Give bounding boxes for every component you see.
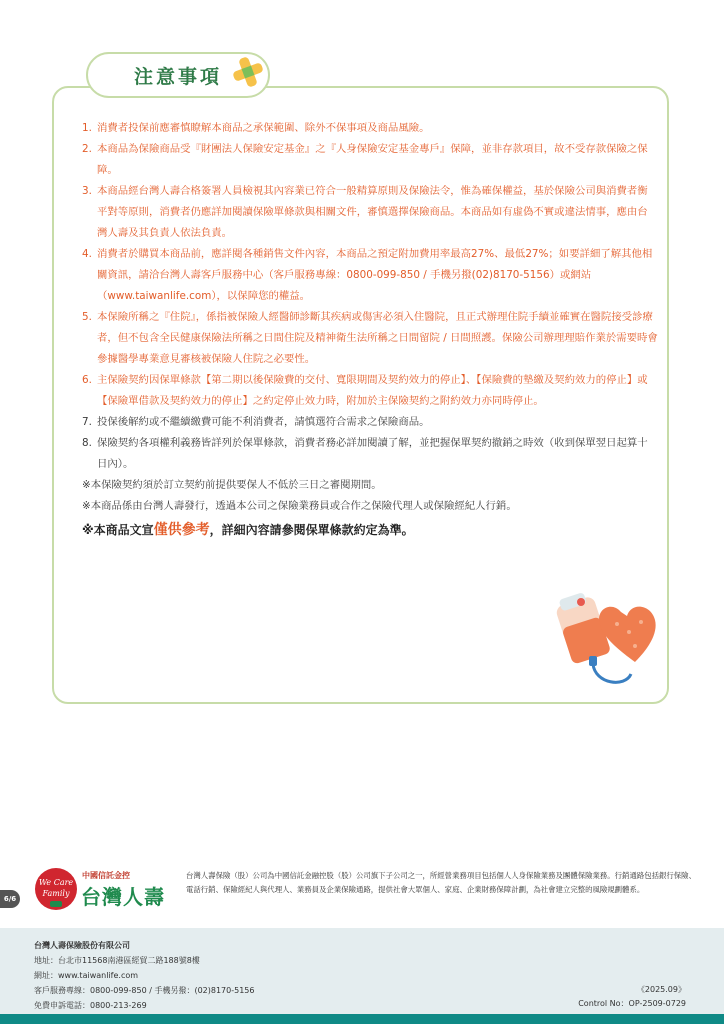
- footer: [0, 928, 724, 1024]
- plus-decoration-icon: [230, 54, 266, 90]
- notice-item: 1. 消費者投保前應審慎瞭解本商品之承保範圍、除外不保事項及商品風險。: [82, 122, 430, 134]
- company-description: 台灣人壽保險（股）公司為中國信託金融控股（股）公司旗下子公司之一，所經營業務項目包括個人人身保險業務及團體保險業務。行銷通路包括銀行保險、電話行銷、保險經紀人與代理人、業務員及企業保險通路，提供社會大眾個人、家庭、企業財務保障計劃，為社會建立完整的風險規劃體系。: [186, 871, 696, 894]
- notice-item: 6. 主保險契約因保單條款【第二期以後保險費的交付、寬限期間及契約效力的停止】、【保險費的墊繳及契約效力的停止】或【保險單借款及契約效力的停止】之約定停止效力時，附加於主保險契約之附約效力亦同時停止。: [82, 374, 648, 407]
- notice-item: 3. 本商品經台灣人壽合格簽署人員檢視其內容業已符合一般精算原則及保險法令，惟為確保權益，基於保險公司與消費者衡平對等原則，消費者仍應詳加閱讀保險單條款與相關文件，審慎選擇保險商品。本商品如有虛偽不實或違法情事，應由台灣人壽及其負責人依法負責。: [82, 185, 648, 239]
- footer-contact: [34, 938, 254, 1013]
- svg-text:Family: Family: [42, 889, 70, 898]
- footer-version: 《2025.09》: [636, 985, 686, 994]
- disclaimer-note: ※本商品文宣僅供參考，詳細內容請參閱保單條款約定為準。: [82, 522, 414, 538]
- footer-control: [578, 983, 686, 1011]
- medical-heart-illustration-icon: [555, 592, 660, 692]
- notice-item: 5. 本保險所稱之『住院』，係指被保險人經醫師診斷其疾病或傷害必須入住醫院，且正式辦理住院手續並確實在醫院接受診療者，但不包含全民健康保險法所稱之日間住院及精神衛生法所稱之日間留院 / 日間照護。保險公司辦理理賠作業於需要時會參據醫學專業意見審核被保險人住院之必要性。: [82, 311, 658, 365]
- svg-text:We Care: We Care: [38, 878, 74, 887]
- remark-line: ※本商品係由台灣人壽發行，透過本公司之保險業務員或合作之保險代理人或保險經紀人行銷。: [82, 500, 517, 512]
- footer-website[interactable]: 網址：www.taiwanlife.com: [34, 971, 139, 980]
- notice-list: [82, 118, 658, 541]
- footer-stripe: [0, 1014, 724, 1024]
- notice-item: 2. 本商品為保險商品受『財團法人保險安定基金』之『人身保險安定基金專戶』保障，並非存款項目，故不受存款保險之保障。: [82, 143, 648, 176]
- footer-control-no: Control No：OP-2509-0729: [578, 999, 686, 1008]
- page-number: 6/6: [0, 890, 20, 908]
- footer-company: 台灣人壽保險股份有限公司: [34, 941, 130, 950]
- notice-item: 8. 保險契約各項權利義務皆詳列於保單條款，消費者務必詳加閱讀了解，並把握保單契約撤銷之時效（收到保單翌日起算十日內）。: [82, 437, 648, 470]
- brand-subtitle: 中國信託金控: [82, 871, 130, 880]
- footer-service: 客戶服務專線：0800-099-850 / 手機另撥：(02)8170-5156: [34, 986, 255, 995]
- we-care-family-logo-icon: [34, 867, 78, 911]
- disclaimer-highlight: 僅供參考: [153, 522, 210, 538]
- remark-line: ※本保險契約須於訂立契約前提供要保人不低於三日之審閱期間。: [82, 479, 382, 491]
- notice-title: 注意事項: [133, 65, 222, 88]
- brand-name: 台灣人壽: [81, 885, 165, 909]
- footer-address: 地址：台北市11568南港區經貿二路188號8樓: [34, 956, 200, 965]
- footer-complaint: 免費申訴電話：0800-213-269: [34, 1001, 147, 1010]
- notice-item: 7. 投保後解約或不繼續繳費可能不利消費者，請慎選符合需求之保險商品。: [82, 416, 430, 428]
- brand-logo: [34, 867, 174, 911]
- notice-item: 4. 消費者於購買本商品前，應詳閱各種銷售文件內容，本商品之預定附加費用率最高27%、最低27%；如要詳細了解其他相關資訊，請洽台灣人壽客戶服務中心（客戶服務專線：0800-099-850 / 手機另撥(02)8170-5156）或網站（www.taiwanlife.com），以保障您的權益。: [82, 248, 653, 302]
